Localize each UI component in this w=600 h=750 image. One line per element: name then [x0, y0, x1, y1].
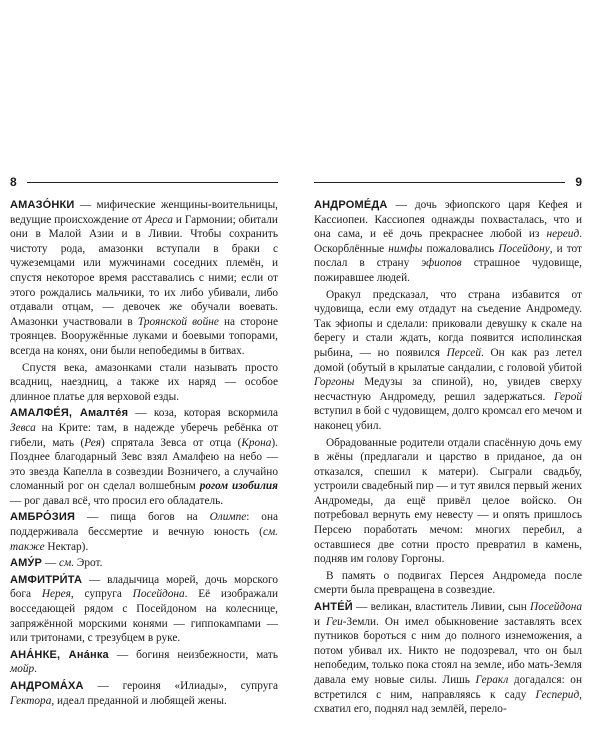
entry-text: вступил в бой с чудовищем, долго кромсал его мечом и наконец убил. — [314, 405, 582, 432]
entry-paragraph — [10, 361, 278, 405]
entry-text: и Гармонии; обитали они в Малой Азии и в Ливии. Чтобы сохранить чистоту рода, амазонки вступали в браки с чужеземцами или мужчинами соседних племён, и спустя некоторое время расставались с ними; если от этого рождались мальчики, то их либо убивали, либо отдавали отцам, — девочек же обучали воевать. Амазонки участвовали в — [10, 213, 278, 328]
entry-text: — великан, властитель Ливии, сын — [352, 601, 531, 614]
dictionary-entry — [10, 556, 278, 571]
italic-term: Гесперид — [535, 688, 580, 701]
entry-headword: АМБРО́ЗИЯ — [10, 511, 76, 524]
entry-text: — пища богов на — [75, 511, 210, 524]
italic-term: нимфы — [388, 242, 423, 255]
page-number-right: 9 — [575, 175, 582, 189]
dictionary-entry — [314, 600, 582, 717]
italic-term: Посейдона — [530, 601, 582, 614]
entry-text: — — [42, 557, 60, 570]
entry-text: на Крите: там, в надежде уберечь ребёнка от гибели, мать ( — [10, 421, 278, 449]
entry-text: пожаловались — [422, 242, 499, 255]
entry-text: Медузы за спиной), но, увидев сверху несчастную Андромеду, решил задержаться. — [314, 376, 582, 403]
entry-text: — героиня «Илиады», супруга — [83, 680, 278, 692]
entry-text: , супруга — [70, 588, 133, 601]
entry-headword: АНТЕ́Й — [314, 601, 353, 614]
left-page — [10, 174, 278, 710]
entry-paragraph — [314, 436, 582, 567]
dictionary-entry — [10, 510, 278, 554]
entry-text: — дочь эфиопского царя Кефея и Кассиопеи. Кассиопея однажды похвасталась, что и она сама, и её дочь прекраснее любой из — [314, 199, 582, 241]
italic-term: Посейдона — [132, 588, 185, 601]
dictionary-entry — [10, 573, 278, 646]
italic-term: Герой — [553, 390, 582, 403]
entry-text: Эрот. — [74, 557, 103, 570]
dictionary-entry — [10, 648, 278, 677]
bold-italic-term: рогом изобилия — [199, 480, 278, 493]
italic-term: нереид — [546, 228, 580, 241]
entry-text: . Её изображали восседающей рядом с Посейдоном на колеснице, запряжённой морскими конями — гиппокампами — или тритонами, с трезубцем в руке. — [10, 588, 278, 645]
italic-term: Гектора — [10, 694, 52, 707]
entry-text: и — [314, 615, 327, 628]
right-page — [314, 174, 582, 719]
italic-term: Рея — [84, 436, 102, 449]
entry-headword: АМАЗО́НКИ — [10, 199, 75, 211]
dictionary-entry — [314, 198, 582, 286]
italic-term: Геракл — [475, 674, 509, 686]
entry-text: — рог давал всё, что просил его обладатель. — [10, 494, 224, 507]
entry-text: : она поддерживала бессмертие и вечную юность ( — [10, 511, 279, 539]
entry-text: Нектар). — [44, 540, 89, 553]
entry-text: — коза, которая вскормила — [128, 407, 278, 420]
dictionary-entry — [10, 679, 278, 708]
entry-text: ) спрятала Зевса от отца ( — [101, 436, 242, 449]
entry-text: на стороне троянцев. Вооружённые луками и боевыми топорами, всегда на конях, они были непобедимы в битвах. — [10, 315, 279, 357]
entry-text: Спустя века, амазонками стали называть просто всадниц, наездниц, а также их наряд — особое длинное платье для верховой езды. — [10, 361, 278, 403]
entry-headword: АНДРОМЕ́ДА — [314, 199, 388, 211]
italic-term: см. — [59, 557, 75, 570]
entry-text: Оракул предсказал, что страна избавится от чудовища, если ему отдадут на съедение Андромеду. Так эфиопы и сделали: приковали девушку к скале на берегу и стали ждать, когда появится исполинская рыбина, — но появился — [314, 288, 582, 359]
italic-term: Зевса — [10, 421, 36, 434]
entry-headword: АНА́НКЕ, Ана́нка — [10, 648, 109, 661]
dictionary-entry — [10, 198, 278, 359]
entry-paragraph — [314, 288, 582, 434]
entry-text: страшное чудовище, пожиравшее людей. — [314, 257, 582, 284]
entry-text: ). Позднее благодарный Зевс взял Амалфею на небо — это звезда Капелла в созвездии Возничего, а случайно сломанный рог он сделал волшебным — [10, 436, 278, 493]
page-number-left: 8 — [10, 175, 17, 189]
entry-text: -Земли. Он имел обыкновение заставлять всех путников бороться с ним до полного изнеможения, а потом убивал их. Никто не подозревал, что он был непобедим, только пока стоял на земле, ибо мать-Земля давала ему новые силы. Лишь — [314, 615, 582, 686]
entry-headword: АМУ́Р — [10, 557, 43, 570]
italic-term: эфиопов — [421, 257, 462, 270]
entry-headword: АМАЛФЕ́Я, Амалте́я — [10, 407, 129, 420]
italic-term: Горгоны — [314, 376, 355, 389]
right-page-text — [314, 198, 582, 717]
italic-term: Геи — [326, 615, 343, 628]
entry-text: — богиня неизбежности, мать — [108, 648, 278, 661]
italic-term: Посейдону — [498, 242, 550, 255]
header-rule-left — [27, 182, 278, 183]
entry-headword: АНДРОМА́ХА — [10, 680, 84, 692]
dictionary-entry — [10, 406, 278, 508]
italic-term: Персей — [446, 346, 481, 359]
entry-headword: АМФИТРИ́ТА — [10, 573, 83, 586]
entry-text: , схватил его, поднял над землёй, перело- — [314, 688, 582, 716]
left-page-header — [10, 174, 278, 190]
header-rule-right — [314, 182, 565, 183]
italic-term: см. также — [10, 526, 278, 553]
entry-text: , и тот послал в страну — [314, 242, 582, 270]
entry-text: . — [34, 663, 37, 676]
italic-term: Троянской войне — [137, 315, 219, 328]
italic-term: Ареса — [145, 213, 173, 226]
entry-text: . Оскорблённые — [314, 228, 582, 255]
italic-term: Крона — [241, 436, 272, 449]
entry-text: — владычица морей, дочь морского бога — [10, 573, 278, 601]
entry-text: , идеал преданной и любящей жены. — [51, 694, 227, 707]
entry-text: В память о подвигах Персея Андромеда после смерти была превращена в созвездие. — [314, 569, 582, 597]
right-page-header — [314, 174, 582, 190]
entry-text: догадался: он встретился с ним, направляясь к саду — [314, 674, 582, 701]
entry-text: Обрадованные родители отдали спасённую дочь ему в жёны (предлагали и царство в приданое, да он отказался, спешил к матери). Сыграли свадьбу, устроили свадебный пир — и тут явился первый жених Андромеды, да ещё привёл целое войско. Он потребовал вернуть ему невесту — и опять пришлось Персею поработать мечом: многих перебил, а оставшиеся две сотни просто превратил в камень, подняв им голову Горгоны. — [314, 436, 582, 566]
italic-term: Нерея — [41, 588, 71, 601]
italic-term: мойр — [10, 663, 35, 676]
entry-paragraph — [314, 569, 582, 598]
entry-text: . Он как раз летел домой (обутый в крылатые сандалии, с головой убитой — [314, 346, 583, 374]
entry-text: — мифические женщины-воительницы, ведущие происхождение от — [10, 199, 278, 226]
left-page-text — [10, 198, 278, 708]
italic-term: Олимпе — [209, 511, 247, 524]
